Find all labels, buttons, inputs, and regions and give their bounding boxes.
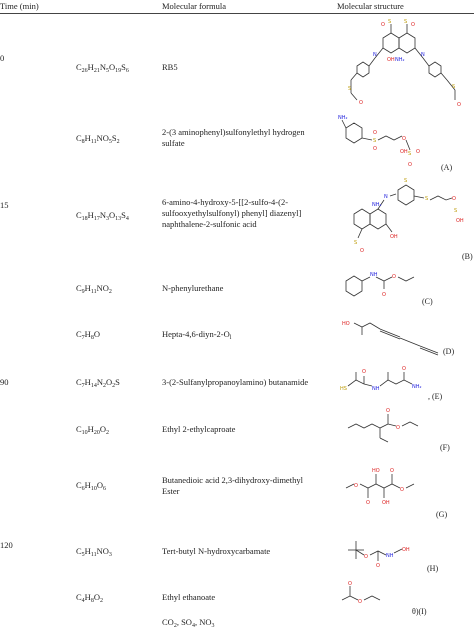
atom-nh2: NH₂	[372, 202, 382, 208]
table-header	[0, 0, 474, 14]
structure-column-header: Molecular structure	[337, 1, 404, 11]
structure-label-b: (B)	[462, 252, 473, 261]
time-cell-0: 0	[0, 53, 5, 63]
atom-o: O	[386, 408, 390, 414]
atom-o: O	[348, 581, 352, 587]
atom-o: O	[411, 22, 415, 28]
atom-oh: OH	[402, 547, 410, 553]
atom-ho: HO	[372, 468, 380, 474]
rb5-structure	[345, 18, 473, 110]
compound-name: Ethyl ethanoate	[162, 592, 216, 602]
compound-name: 6-amino-4-hydroxy-5-[[2-sulfo-4-(2-sulfooxyethylsulfonyl) phenyl] diazenyl] naphthalene-2-sulfonic acid	[162, 197, 302, 229]
atom-n: N	[421, 52, 425, 58]
atom-o: O	[366, 500, 370, 506]
atom-hs: HS	[340, 386, 347, 392]
compound-name: N-phenylurethane	[162, 283, 224, 293]
atom-nh: NH	[370, 272, 378, 278]
atom-o: O	[354, 483, 358, 489]
atom-o: O	[408, 162, 412, 168]
structure-label-g: (G)	[436, 510, 448, 519]
atom-ho: HO	[342, 321, 350, 327]
structure-label-f: (F)	[440, 443, 450, 452]
formula-cell: $C_6H_{10}O_6$	[76, 480, 106, 492]
formula-cell: $C_8H_{11}NO_5S_2$	[76, 133, 120, 145]
time-cell-15: 15	[0, 200, 9, 210]
atom-nh2: NH₂	[395, 57, 405, 63]
atom-s: S	[408, 151, 412, 157]
atom-o: O	[382, 292, 386, 298]
time-column-header: Time (min)	[0, 1, 39, 11]
compound-name: Butanedioic acid 2,3-dihydroxy-dimethyl Ester	[162, 475, 303, 496]
atom-o: O	[364, 554, 368, 560]
atom-o: O	[392, 274, 396, 280]
compound-name: Ethyl 2-ethylcaproate	[162, 424, 236, 434]
atom-s: S	[425, 196, 429, 202]
atom-oh: OH	[456, 218, 464, 224]
compound-name: Hepta-$4,6-diyn-2-O_l$	[162, 329, 232, 341]
atom-s: S	[388, 19, 392, 25]
atom-o: O	[402, 136, 406, 142]
atom-nh: NH	[386, 553, 394, 559]
atom-s: S	[452, 84, 456, 90]
atom-o: O	[360, 248, 364, 254]
structure-label-a: (A)	[441, 163, 453, 172]
structure-label-h: (H)	[427, 564, 439, 573]
atom-s: S	[348, 86, 352, 92]
atom-o: O	[376, 563, 380, 569]
atom-nh2: NH₂	[338, 115, 348, 121]
atom-s: S	[454, 208, 458, 214]
atom-nh2: NH₂	[412, 384, 422, 390]
atom-o: O	[358, 599, 362, 605]
atom-n: N	[384, 194, 388, 200]
structure-i	[336, 578, 416, 616]
atom-o: O	[359, 100, 363, 106]
formula-cell: $C_5H_{11}NO_3$	[76, 546, 112, 558]
structure-a	[336, 110, 444, 176]
atom-s: S	[404, 19, 408, 25]
atom-nh: NH	[372, 386, 380, 392]
atom-o: O	[400, 487, 404, 493]
compound-name: RB5	[162, 62, 178, 72]
formula-cell: $C_4H_8O_2$	[76, 592, 103, 604]
atom-o: O	[416, 149, 420, 155]
formula-cell: $C_9H_{11}NO_2$	[76, 283, 112, 295]
final-products: $CO_2$, $SO_4$, $NO_3$	[162, 617, 215, 629]
structure-e	[338, 362, 438, 406]
structure-label-i: θ)(I)	[412, 607, 427, 616]
atom-oh: OH	[400, 149, 408, 155]
structure-b	[348, 176, 466, 258]
atom-o: O	[396, 425, 400, 431]
atom-s: S	[373, 138, 377, 144]
structure-label-d: (D)	[443, 347, 455, 356]
atom-o: O	[402, 366, 406, 372]
atom-o: O	[452, 196, 456, 202]
atom-oh: OH	[390, 234, 398, 240]
formula-cell: $C_{18}H_{17}N_3O_{13}S_4$	[76, 210, 129, 222]
time-cell-90: 90	[0, 377, 9, 387]
formula-column-header: Molecular formula	[162, 1, 226, 11]
structure-d	[340, 313, 450, 357]
atom-oh: OH	[387, 57, 395, 63]
structure-label-e: , (E)	[428, 392, 443, 401]
formula-cell: $C_{26}H_{21}N_5O_{19}S_6$	[76, 62, 129, 74]
atom-o: O	[373, 146, 377, 152]
atom-oh: OH	[382, 500, 390, 506]
atom-o: O	[457, 102, 461, 108]
atom-s: S	[354, 240, 358, 246]
formula-cell: $C_7H_{14}N_2O_2S$	[76, 377, 120, 389]
structure-g	[340, 456, 450, 516]
time-cell-120: 120	[0, 540, 13, 550]
structure-label-c: (C)	[422, 297, 433, 306]
atom-n: N	[373, 52, 377, 58]
atom-o: O	[381, 22, 385, 28]
atom-o: O	[373, 130, 377, 136]
atom-o: O	[362, 369, 366, 375]
compound-name: 3-(2-Sulfanylpropanoylamino) butanamide	[162, 377, 309, 387]
atom-s: S	[404, 178, 408, 184]
structure-f	[344, 404, 448, 452]
atom-o: O	[390, 468, 394, 474]
compound-name: 2-(3 aminophenyl)sulfonylethyl hydrogen sulfate	[162, 127, 305, 148]
formula-cell: $C_{10}H_{20}O_2$	[76, 424, 109, 436]
formula-cell: $C_7H_8O$	[76, 329, 100, 341]
compound-name: Tert-butyl N-hydroxycarbamate	[162, 546, 271, 556]
